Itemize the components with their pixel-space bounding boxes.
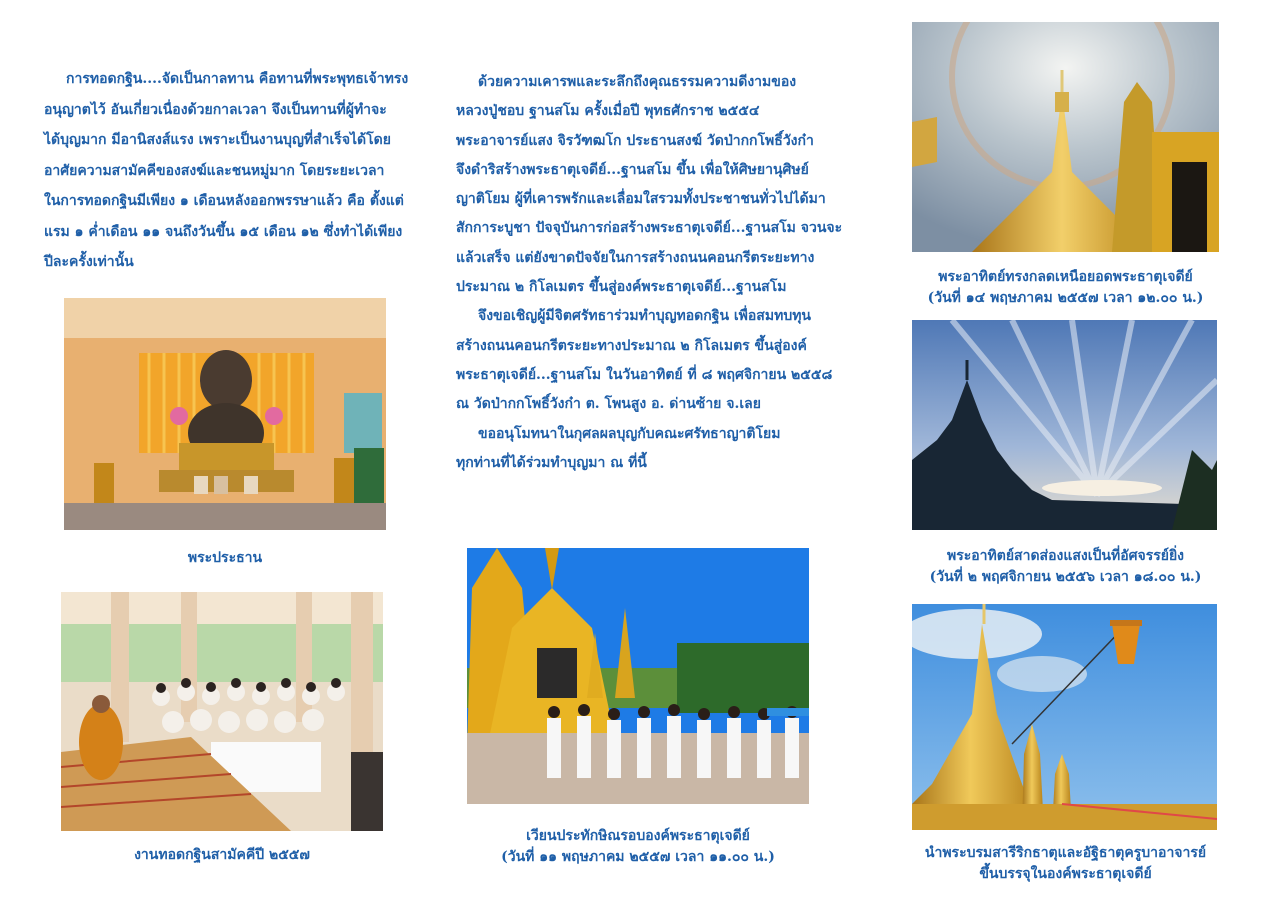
caption-line: (วันที่ ๒ พฤศจิกายน ๒๕๕๖ เวลา ๑๘.๐๐ น.)	[929, 569, 1202, 585]
text-line: แรม ๑ ค่ำเดือน ๑๑ จนถึงวันขึ้น ๑๕ เดือน ๑๒ ซึ่งทำได้เพียง	[44, 223, 403, 240]
text-line: พระอาจารย์แสง จิรวัฑฒโก ประธานสงฆ์ วัดป่ากกโพธิ์วังก๋า	[456, 132, 814, 149]
text-line: แล้วเสร็จ แต่ยังขาดปัจจัยในการสร้างถนนคอนกรีตระยะทาง	[456, 249, 815, 266]
caption-line: (วันที่ ๑๔ พฤษภาคม ๒๕๕๗ เวลา ๑๒.๐๐ น.)	[927, 290, 1204, 306]
text-line: สร้างถนนคอนกรีตระยะทางประมาณ ๒ กิโลเมตร ขึ้นสู่องค์	[456, 337, 807, 354]
caption-sun-rays	[902, 546, 1229, 588]
text-line: ทุกท่านที่ได้ร่วมทำบุญมา ณ ที่นี้	[456, 454, 647, 471]
caption-kathin-gathering	[61, 845, 383, 866]
text-line: อนุญาตไว้ อันเกี่ยวเนื่องด้วยกาลเวลา จึงเป็นทานที่ผู้ทำจะ	[44, 101, 387, 118]
caption-principal-buddha	[64, 548, 386, 569]
caption-line: ขึ้นบรรจุในองค์พระธาตุเจดีย์	[979, 866, 1152, 882]
caption-text: พระประธาน	[187, 550, 263, 566]
text-line: อาศัยความสามัคคีของสงฆ์และชนหมู่มาก โดยระยะเวลา	[44, 162, 385, 179]
text-line: ณ วัดป่ากกโพธิ์วังก๋า ต. โพนสูง อ. ด่านซ้าย จ.เลย	[456, 396, 761, 413]
caption-line: เวียนประทักษิณรอบองค์พระธาตุเจดีย์	[526, 828, 750, 844]
text-line: ปีละครั้งเท่านั้น	[44, 254, 134, 270]
text-line: ในการทอดกฐินมีเพียง ๑ เดือนหลังออกพรรษาแล้ว คือ ตั้งแต่	[44, 193, 404, 209]
text-line: จึงดำริสร้างพระธาตุเจดีย์...ฐานสโม ขึ้น เพื่อให้ศิษยานุศิษย์	[456, 161, 809, 178]
photo-relics	[912, 604, 1217, 830]
caption-line: พระอาทิตย์ทรงกลดเหนือยอดพระธาตุเจดีย์	[938, 269, 1193, 285]
text-line: ได้บุญมาก มีอานิสงส์แรง เพราะเป็นงานบุญที่สำเร็จได้โดย	[44, 132, 391, 148]
text-line: ประมาณ ๒ กิโลเมตร ขึ้นสู่องค์พระธาตุเจดีย์...ฐานสโม	[456, 279, 787, 296]
caption-line: พระอาทิตย์สาดส่องแสงเป็นที่อัศจรรย์ยิ่ง	[946, 548, 1184, 564]
photo-kathin-gathering	[61, 592, 383, 831]
text-line: ด้วยความเคารพและระลึกถึงคุณธรรมความดีงามของ	[478, 74, 797, 90]
photo-principal-buddha	[64, 298, 386, 530]
photo-procession	[467, 548, 809, 804]
text-line: ญาติโยม ผู้ที่เคารพรักและเลื่อมใสรวมทั้งประชาชนทั่วไปได้มา	[456, 191, 826, 208]
photo-sun-halo	[912, 22, 1219, 252]
text-line: สักการะบูชา ปัจจุบันการก่อสร้างพระธาตุเจดีย์...ฐานสโม จวนจะ	[456, 220, 843, 237]
caption-line: (วันที่ ๑๑ พฤษภาคม ๒๕๕๗ เวลา ๑๑.๐๐ น.)	[501, 849, 775, 865]
photo-sun-rays	[912, 320, 1217, 530]
caption-line: นำพระบรมสารีริกธาตุและอัฐิธาตุครูบาอาจารย์	[924, 845, 1207, 861]
left-paragraph	[44, 64, 414, 278]
caption-text: งานทอดกฐินสามัคคีปี ๒๕๕๗	[134, 847, 310, 863]
caption-relics	[902, 843, 1229, 885]
text-line: พระธาตุเจดีย์...ฐานสโม ในวันอาทิตย์ ที่ ๘ พฤศจิกายน ๒๕๕๘	[456, 366, 833, 383]
middle-paragraph	[456, 68, 856, 478]
text-line: ขออนุโมทนาในกุศลผลบุญกับคณะศรัทธาญาติโยม	[478, 425, 781, 442]
text-line: การทอดกฐิน....จัดเป็นกาลทาน คือทานที่พระพุทธเจ้าทรง	[66, 71, 409, 87]
caption-sun-halo	[902, 267, 1229, 309]
text-line: จึงขอเชิญผู้มีจิตศรัทธาร่วมทำบุญทอดกฐิน เพื่อสมทบทุน	[478, 308, 811, 325]
caption-procession	[457, 826, 819, 868]
text-line: หลวงปู่ชอบ ฐานสโม ครั้งเมื่อปี พุทธศักราช ๒๕๕๔	[456, 103, 760, 120]
